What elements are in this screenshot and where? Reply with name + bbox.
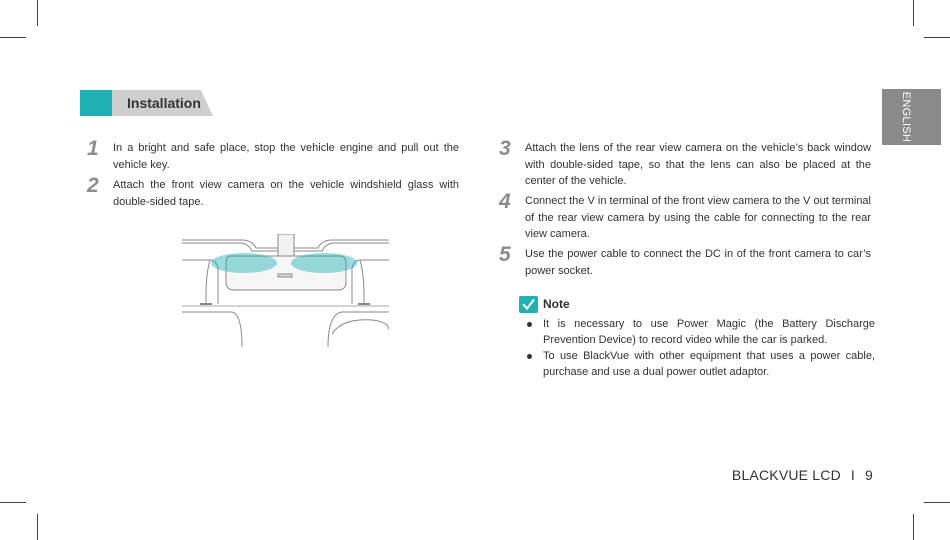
- step-text: Attach the front view camera on the vehicle windshield glass with double-sided tape.: [113, 179, 459, 208]
- page-number: 9: [865, 467, 873, 483]
- page-footer: [732, 467, 873, 483]
- note-item: [519, 348, 875, 380]
- section-header: [80, 90, 213, 116]
- step-number: 4: [499, 190, 511, 213]
- note-list: [519, 316, 875, 380]
- crop-mark: [913, 0, 914, 26]
- footer-product: BLACKVUE LCD: [731, 467, 841, 483]
- language-tab: [882, 89, 941, 145]
- section-title: Installation: [127, 95, 201, 111]
- crop-mark: [37, 0, 38, 26]
- step-number: 5: [499, 243, 511, 266]
- step-text: Attach the lens of the rear view camera on the vehicle’s back window with double-sided tape, so that the lens can also be placed at the center of the vehicle.: [525, 142, 871, 187]
- step-text: Connect the V in terminal of the front view camera to the V out terminal of the rear view camera by using the cable for connecting to the rear view camera.: [525, 195, 871, 240]
- step-number: 2: [87, 174, 99, 197]
- step-text: In a bright and safe place, stop the vehicle engine and pull out the vehicle key.: [113, 142, 459, 171]
- crop-mark: [913, 514, 914, 540]
- note-item-text: To use BlackVue with other equipment that uses a power cable, purchase and use a dual power outlet adaptor.: [543, 350, 875, 378]
- section-header-accent: [80, 90, 112, 116]
- crop-mark: [0, 37, 26, 38]
- step-number: 1: [87, 137, 99, 160]
- crop-mark: [924, 502, 950, 503]
- step-number: 3: [499, 137, 511, 160]
- note-item: [519, 316, 875, 348]
- crop-mark: [37, 514, 38, 540]
- note-item-text: It is necessary to use Power Magic (the Battery Discharge Prevention Device) to record video while the car is parked.: [543, 318, 875, 346]
- language-tab-label: ENGLISH: [900, 91, 912, 143]
- bullet-icon: [527, 322, 532, 327]
- bullet-icon: [527, 354, 532, 359]
- check-icon: [519, 296, 538, 313]
- footer-separator: I: [850, 467, 855, 483]
- crop-mark: [0, 502, 26, 503]
- windshield-illustration: [182, 234, 389, 347]
- crop-mark: [924, 37, 950, 38]
- note-title: Note: [543, 297, 570, 311]
- step-text: Use the power cable to connect the DC in of the front camera to car’s power socket.: [525, 248, 871, 277]
